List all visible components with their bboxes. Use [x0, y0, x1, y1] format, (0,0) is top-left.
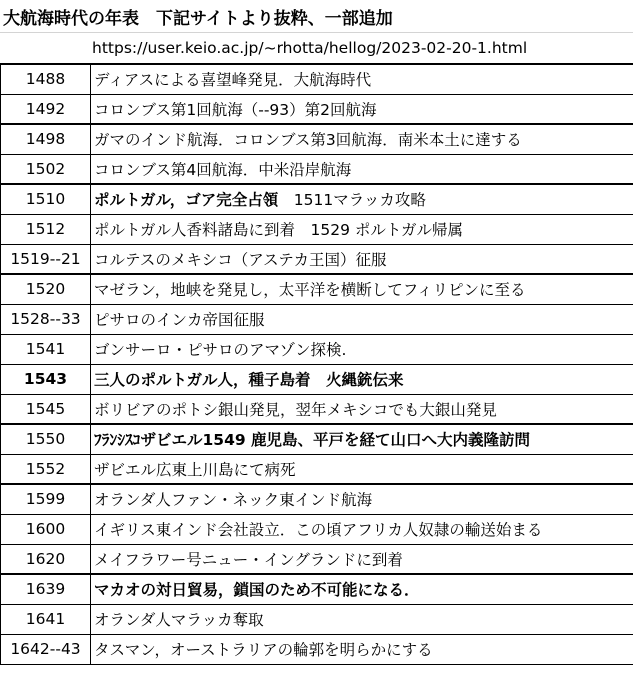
table-row	[1, 364, 633, 394]
year-cell[interactable]: 1550	[1, 424, 91, 454]
year-cell[interactable]: 1620	[1, 544, 91, 574]
year-cell[interactable]: 1552	[1, 454, 91, 484]
event-cell[interactable]: コロンブス第1回航海（--93）第2回航海	[91, 94, 633, 124]
event-text: 1511マラッカ攻略	[278, 191, 426, 210]
year-cell[interactable]: 1543	[1, 364, 91, 394]
table-row	[1, 184, 633, 214]
table-row	[1, 334, 633, 364]
year-cell[interactable]: 1600	[1, 514, 91, 544]
event-cell[interactable]: オランダ人マラッカ奪取	[91, 604, 633, 634]
table-row	[1, 304, 633, 334]
table-row	[1, 124, 633, 154]
timeline-table	[0, 63, 633, 665]
year-cell[interactable]: 1502	[1, 154, 91, 184]
year-cell[interactable]: 1498	[1, 124, 91, 154]
table-row	[1, 94, 633, 124]
year-cell[interactable]: 1512	[1, 214, 91, 244]
event-cell[interactable]: イギリス東インド会社設立．この頃アフリカ人奴隷の輸送始まる	[91, 514, 633, 544]
table-row	[1, 394, 633, 424]
table-row	[1, 634, 633, 664]
event-cell[interactable]: ボリビアのポトシ銀山発見，翌年メキシコでも大銀山発見	[91, 394, 633, 424]
event-cell[interactable]: ポルトガル人香料諸島に到着 1529 ポルトガル帰属	[91, 214, 633, 244]
year-cell[interactable]: 1528--33	[1, 304, 91, 334]
table-row	[1, 64, 633, 94]
year-cell[interactable]: 1510	[1, 184, 91, 214]
event-cell[interactable]: コルテスのメキシコ（アステカ王国）征服	[91, 244, 633, 274]
year-cell[interactable]: 1541	[1, 334, 91, 364]
event-cell[interactable]: メイフラワー号ニュー・イングランドに到着	[91, 544, 633, 574]
table-row	[1, 514, 633, 544]
event-cell[interactable]: マカオの対日貿易，鎖国のため不可能になる．	[91, 574, 633, 604]
table-row	[1, 454, 633, 484]
event-cell[interactable]	[91, 184, 633, 214]
table-row	[1, 424, 633, 454]
year-cell[interactable]: 1520	[1, 274, 91, 304]
event-cell[interactable]: ザビエル広東上川島にて病死	[91, 454, 633, 484]
year-cell[interactable]: 1492	[1, 94, 91, 124]
sheet-title: 大航海時代の年表 下記サイトより抜粋、一部追加	[3, 8, 393, 29]
event-cell[interactable]: マゼラン，地峡を発見し，太平洋を横断してフィリピンに至る	[91, 274, 633, 304]
year-cell[interactable]: 1519--21	[1, 244, 91, 274]
source-url[interactable]: https://user.keio.ac.jp/~rhotta/hellog/2023-02-20-1.html	[0, 32, 633, 63]
event-cell[interactable]: タスマン，オーストラリアの輪郭を明らかにする	[91, 634, 633, 664]
table-row	[1, 244, 633, 274]
event-cell[interactable]: ﾌﾗﾝｼｽｺザビエル1549 鹿児島、平戸を経て山口へ大内義隆訪問	[91, 424, 633, 454]
table-row	[1, 154, 633, 184]
table-row	[1, 274, 633, 304]
table-row	[1, 484, 633, 514]
year-cell[interactable]: 1599	[1, 484, 91, 514]
table-row	[1, 574, 633, 604]
year-cell[interactable]: 1642--43	[1, 634, 91, 664]
event-cell[interactable]: ピサロのインカ帝国征服	[91, 304, 633, 334]
year-cell[interactable]: 1545	[1, 394, 91, 424]
table-row	[1, 214, 633, 244]
table-row	[1, 604, 633, 634]
event-bold-text: ポルトガル，ゴア完全占領	[94, 191, 279, 210]
year-cell[interactable]: 1488	[1, 64, 91, 94]
event-cell[interactable]: 三人のポルトガル人，種子島着 火縄銃伝来	[91, 364, 633, 394]
event-cell[interactable]: ゴンサーロ・ピサロのアマゾン探検.	[91, 334, 633, 364]
event-cell[interactable]: オランダ人ファン・ネック東インド航海	[91, 484, 633, 514]
table-row	[1, 544, 633, 574]
event-cell[interactable]: ディアスによる喜望峰発見．大航海時代	[91, 64, 633, 94]
year-cell[interactable]: 1641	[1, 604, 91, 634]
year-cell[interactable]: 1639	[1, 574, 91, 604]
event-cell[interactable]: ガマのインド航海．コロンブス第3回航海．南米本土に達する	[91, 124, 633, 154]
event-cell[interactable]: コロンブス第4回航海．中米沿岸航海	[91, 154, 633, 184]
